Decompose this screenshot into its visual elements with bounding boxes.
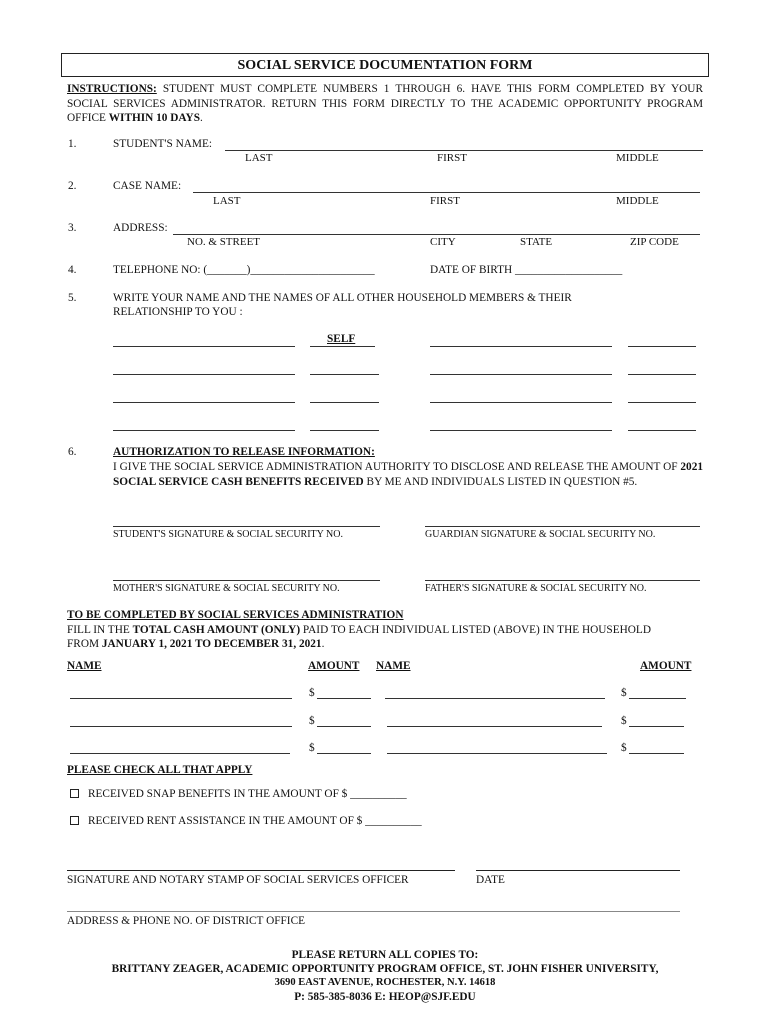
instructions-label: INSTRUCTIONS: [67,83,157,95]
check-all-heading: PLEASE CHECK ALL THAT APPLY [67,764,253,776]
q2-middle-caption: MIDDLE [616,195,659,207]
household-relation-7[interactable] [628,402,696,403]
q3-label: ADDRESS: [113,222,168,234]
date-field[interactable] [476,870,680,871]
household-name-4[interactable] [113,430,295,431]
admin-heading: TO BE COMPLETED BY SOCIAL SERVICES ADMINISTRATION [67,609,404,621]
household-name-2[interactable] [113,374,295,375]
case-name-field[interactable] [193,192,700,193]
footer-contact: P: 585-385-8036 E: HEOP@SJF.EDU [294,991,476,1003]
q2-last-caption: LAST [213,195,241,207]
col-name2-header: NAME [376,660,411,672]
household-relation-1 [310,346,375,347]
officer-signature-label: SIGNATURE AND NOTARY STAMP OF SOCIAL SERVICES OFFICER [67,874,409,886]
household-name-6[interactable] [430,374,612,375]
admin-amount-5[interactable] [629,726,684,727]
q4-number: 4. [68,264,77,276]
admin-name-5[interactable] [387,726,602,727]
col-amount2-header: AMOUNT [640,660,692,672]
admin-period-end: . [321,638,325,650]
household-name-1[interactable] [113,346,295,347]
admin-name-2[interactable] [70,726,292,727]
q3-state-caption: STATE [520,236,553,248]
admin-amount-3[interactable] [317,753,371,754]
household-relation-3[interactable] [310,402,379,403]
footer-recipient: BRITTANY ZEAGER, ACADEMIC OPPORTUNITY PROGRAM OFFICE, ST. JOHN FISHER UNIVERSITY, [111,963,659,975]
q3-number: 3. [68,222,77,234]
admin-name-3[interactable] [70,753,290,754]
date-label: DATE [476,874,505,886]
q2-first-caption: FIRST [430,195,460,207]
dollar-sign: $ [309,742,315,754]
household-relation-8[interactable] [628,430,696,431]
address-field[interactable] [173,234,700,235]
students-name-field[interactable] [225,150,703,151]
footer-address: 3690 EAST AVENUE, ROCHESTER, N.Y. 14618 [274,977,496,988]
father-signature-field[interactable] [425,580,700,581]
household-name-7[interactable] [430,402,612,403]
dollar-sign: $ [309,715,315,727]
q1-last-caption: LAST [245,152,273,164]
authorization-text-bold: 2021 SOCIAL SERVICE CASH BENEFITS RECEIVED [113,461,703,488]
district-office-label: ADDRESS & PHONE NO. OF DISTRICT OFFICE [67,915,306,927]
household-relation-4[interactable] [310,430,379,431]
instructions-end: . [200,112,203,124]
instructions-emphasis: WITHIN 10 DAYS [108,112,200,124]
household-relation-5[interactable] [628,346,696,347]
household-relation-6[interactable] [628,374,696,375]
q2-label: CASE NAME: [113,180,182,192]
household-name-3[interactable] [113,402,295,403]
telephone-field[interactable]: TELEPHONE NO: (_______)______________________ [113,264,375,276]
student-signature-field[interactable] [113,526,380,527]
authorization-text-a: I GIVE THE SOCIAL SERVICE ADMINISTRATION AUTHORITY TO DISCLOSE AND RELEASE THE AMOUNT OF [113,461,681,473]
dollar-sign: $ [621,687,627,699]
footer-return-heading: PLEASE RETURN ALL COPIES TO: [291,949,479,961]
col-amount-header: AMOUNT [308,660,360,672]
mother-signature-field[interactable] [113,580,380,581]
dollar-sign: $ [309,687,315,699]
admin-amount-2[interactable] [317,726,371,727]
snap-checkbox[interactable] [70,789,79,798]
title-box [61,53,709,77]
authorization-text [113,460,703,489]
guardian-signature-field[interactable] [425,526,700,527]
rent-checkbox[interactable] [70,816,79,825]
admin-amount-6[interactable] [629,753,684,754]
q5-number: 5. [68,292,77,304]
q1-middle-caption: MIDDLE [616,152,659,164]
q1-number: 1. [68,138,77,150]
q5-line1: WRITE YOUR NAME AND THE NAMES OF ALL OTHER HOUSEHOLD MEMBERS & THEIR [113,292,572,304]
q1-label: STUDENT'S NAME: [113,138,213,150]
admin-fill-bold: TOTAL CASH AMOUNT (ONLY) [132,624,301,636]
q1-first-caption: FIRST [437,152,467,164]
district-office-field[interactable] [67,911,680,912]
q2-number: 2. [68,180,77,192]
admin-period-dates: JANUARY 1, 2021 TO DECEMBER 31, 2021 [101,638,322,650]
q3-street-caption: NO. & STREET [187,236,261,248]
q6-number: 6. [68,446,77,458]
mother-signature-label: MOTHER'S SIGNATURE & SOCIAL SECURITY NO. [113,583,340,594]
date-of-birth-field[interactable]: DATE OF BIRTH ___________________ [430,264,623,276]
rent-assistance-label: RECEIVED RENT ASSISTANCE IN THE AMOUNT OF $ __________ [88,815,422,827]
admin-name-4[interactable] [385,698,605,699]
authorization-text-b: BY ME AND INDIVIDUALS LISTED IN QUESTION #5. [363,475,638,488]
guardian-signature-label: GUARDIAN SIGNATURE & SOCIAL SECURITY NO. [425,529,656,540]
officer-signature-field[interactable] [67,870,455,871]
admin-fill-instructions [67,624,651,636]
form-title: SOCIAL SERVICE DOCUMENTATION FORM [237,58,533,73]
admin-name-1[interactable] [70,698,292,699]
dollar-sign: $ [621,715,627,727]
admin-amount-1[interactable] [317,698,371,699]
q3-city-caption: CITY [430,236,456,248]
father-signature-label: FATHER'S SIGNATURE & SOCIAL SECURITY NO. [425,583,647,594]
instructions-text: STUDENT MUST COMPLETE NUMBERS 1 THROUGH 6. HAVE THIS FORM COMPLETED BY YOUR SOCIAL SERVICES ADMINISTRATOR. RETURN THIS FORM DIRECTLY TO THE ACADEMIC OPPORTUNITY PROGRAM OFFICE [67,83,703,124]
household-name-5[interactable] [430,346,612,347]
col-name-header: NAME [67,660,102,672]
q3-zip-caption: ZIP CODE [630,236,679,248]
instructions [67,82,703,126]
admin-fill-b: PAID TO EACH INDIVIDUAL LISTED (ABOVE) IN THE HOUSEHOLD [300,624,651,636]
q5-line2: RELATIONSHIP TO YOU : [113,306,243,318]
household-relation-2[interactable] [310,374,379,375]
self-label: SELF [327,333,356,345]
admin-name-6[interactable] [387,753,607,754]
admin-period [67,638,324,650]
snap-benefits-label: RECEIVED SNAP BENEFITS IN THE AMOUNT OF $ __________ [88,788,407,800]
admin-fill-a: FILL IN THE [67,624,133,636]
admin-from: FROM [67,638,102,650]
admin-amount-4[interactable] [629,698,686,699]
dollar-sign: $ [621,742,627,754]
household-name-8[interactable] [430,430,612,431]
authorization-heading: AUTHORIZATION TO RELEASE INFORMATION: [113,446,375,458]
student-signature-label: STUDENT'S SIGNATURE & SOCIAL SECURITY NO. [113,529,343,540]
